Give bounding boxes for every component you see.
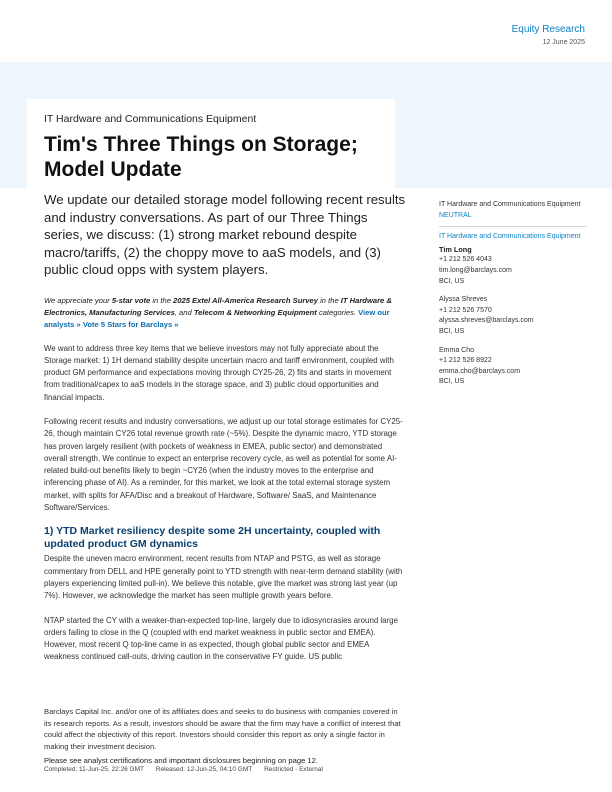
title-line-2: Model Update (44, 158, 182, 181)
classification-label: Restricted - External (264, 766, 323, 773)
analyst-email[interactable]: tim.long@barclays.com (439, 266, 512, 274)
sidebar-divider (439, 226, 587, 227)
analyst-phone: +1 212 526 8922 (439, 357, 492, 365)
title-line-1: Tim's Three Things on Storage; (44, 133, 358, 156)
industry-label: IT Hardware and Communications Equipment (44, 113, 257, 125)
report-header (512, 24, 585, 46)
completed-timestamp: Completed: 11-Jun-25, 22:26 GMT (44, 766, 144, 773)
analyst-entity: BCI, US (439, 327, 465, 335)
analyst-tim-long (439, 245, 587, 287)
team-label: IT Hardware and Communications Equipment (439, 233, 581, 241)
analyst-entity: BCI, US (439, 378, 465, 386)
analyst-name: Alyssa Shreves (439, 296, 488, 304)
sidebar-industry: IT Hardware and Communications Equipment (439, 201, 581, 208)
footer (44, 706, 406, 773)
analyst-name: Tim Long (439, 244, 472, 254)
survey-promo: We appreciate your 5-star vote in the 2025 Extel All-America Research Survey in the IT Hardware & Electronics, Manufacturing Services, and Telecom & Networking Equipment categories. View our analysts » Vote 5 Stars for Barclays » (44, 295, 392, 329)
report-meta (44, 766, 406, 773)
released-timestamp: Released: 12-Jun-25, 04:10 GMT (155, 766, 253, 773)
view-analysts-link[interactable]: View our analysts » (44, 307, 390, 329)
analyst-email[interactable]: emma.cho@barclays.com (439, 367, 521, 375)
analyst-entity: BCI, US (439, 277, 465, 285)
analyst-email[interactable]: alyssa.shreves@barclays.com (439, 317, 534, 325)
analyst-phone: +1 212 526 4043 (439, 256, 492, 264)
body-paragraph-4: NTAP started the CY with a weaker-than-expected top-line, largely due to idiosyncrasies around large orders failing to close in the Q (coupled with end market weakness in public sector and EMEA). However, most recent Q top-line came in as expected, though global public sector and EMEA weakness continued call-outs, driving caution in the conservative FY guide. US public (44, 615, 398, 662)
analyst-phone: +1 212 526 7570 (439, 306, 492, 314)
body-paragraph-1: We want to address three key items that we believe investors may not fully appreciate about the Storage market: 1) 1H demand stability despite uncertain macro and tariff environment, coupled with product GM performance and expectations moving through CY25-26, 2) fits and starts in movement from traditional/capex to aaS models in the storage space, and 3) public cloud opportunities and financial impacts. (44, 343, 394, 402)
vote-link[interactable]: Vote 5 Stars for Barclays » (82, 319, 179, 329)
disclaimer: Barclays Capital Inc. and/or one of its affiliates does and seeks to do business with companies covered in its research reports. As a result, investors should be aware that the firm may have a conflict of interest that could affect the objectivity of this report. Investors should consider this report as only a single factor in making their investment decision. (44, 707, 401, 751)
page-title (44, 132, 406, 182)
brand-label: Equity Research (511, 24, 585, 35)
analyst-name: Emma Cho (439, 346, 475, 354)
lead-paragraph: We update our detailed storage model following recent results and industry conversations. As part of our Three Things series, we discuss: (1) strong market rebound despite macro/tariffs, (2) the choppy move to aaS models, and (3) public cloud opps with system players. (44, 192, 406, 277)
body-paragraph-3: Despite the uneven macro environment, recent results from NTAP and PSTG, as well as storage commentary from DELL and HPE generally point to YTD strength with near-term demand stability (with players experiencing limited pull-in). We believe this notable, give the market was strong last year (up 7%). However, we acknowledge the market has seen multiple growth years before. (44, 554, 403, 601)
disclosures-note: Please see analyst certifications and important disclosures beginning on page 12. (44, 756, 318, 765)
body-paragraph-2: Following recent results and industry conversations, we adjust up our total storage estimates for CY25-26, though maintain CY26 total revenue growth rate (~5%). Despite the dynamic macro, YTD storage has proven largely resilient (with pockets of weakness in EMEA, public sector) and demonstrated overall strength. We continue to expect an enterprise recovery cycle, as well as potential for some AI-related build-out benefits likely to begin ~CY26 (when the industry moves to the enterprise and inferencing phase of AI). As a reminder, for this market, we look at the total external storage system market, with splits for AFA/Disc and a breakout of Hardware, Software/ SaaS, and Maintenance Software/Services. (44, 416, 403, 513)
rating-badge: NEUTRAL (439, 211, 472, 219)
analyst-emma-cho (439, 346, 587, 388)
sidebar (439, 200, 587, 388)
section-heading-1: 1) YTD Market resiliency despite some 2H uncertainty, coupled with updated product GM dynamics (44, 525, 381, 551)
report-date: 12 June 2025 (542, 39, 585, 46)
main-column (44, 113, 406, 664)
analyst-alyssa-shreves (439, 295, 587, 337)
